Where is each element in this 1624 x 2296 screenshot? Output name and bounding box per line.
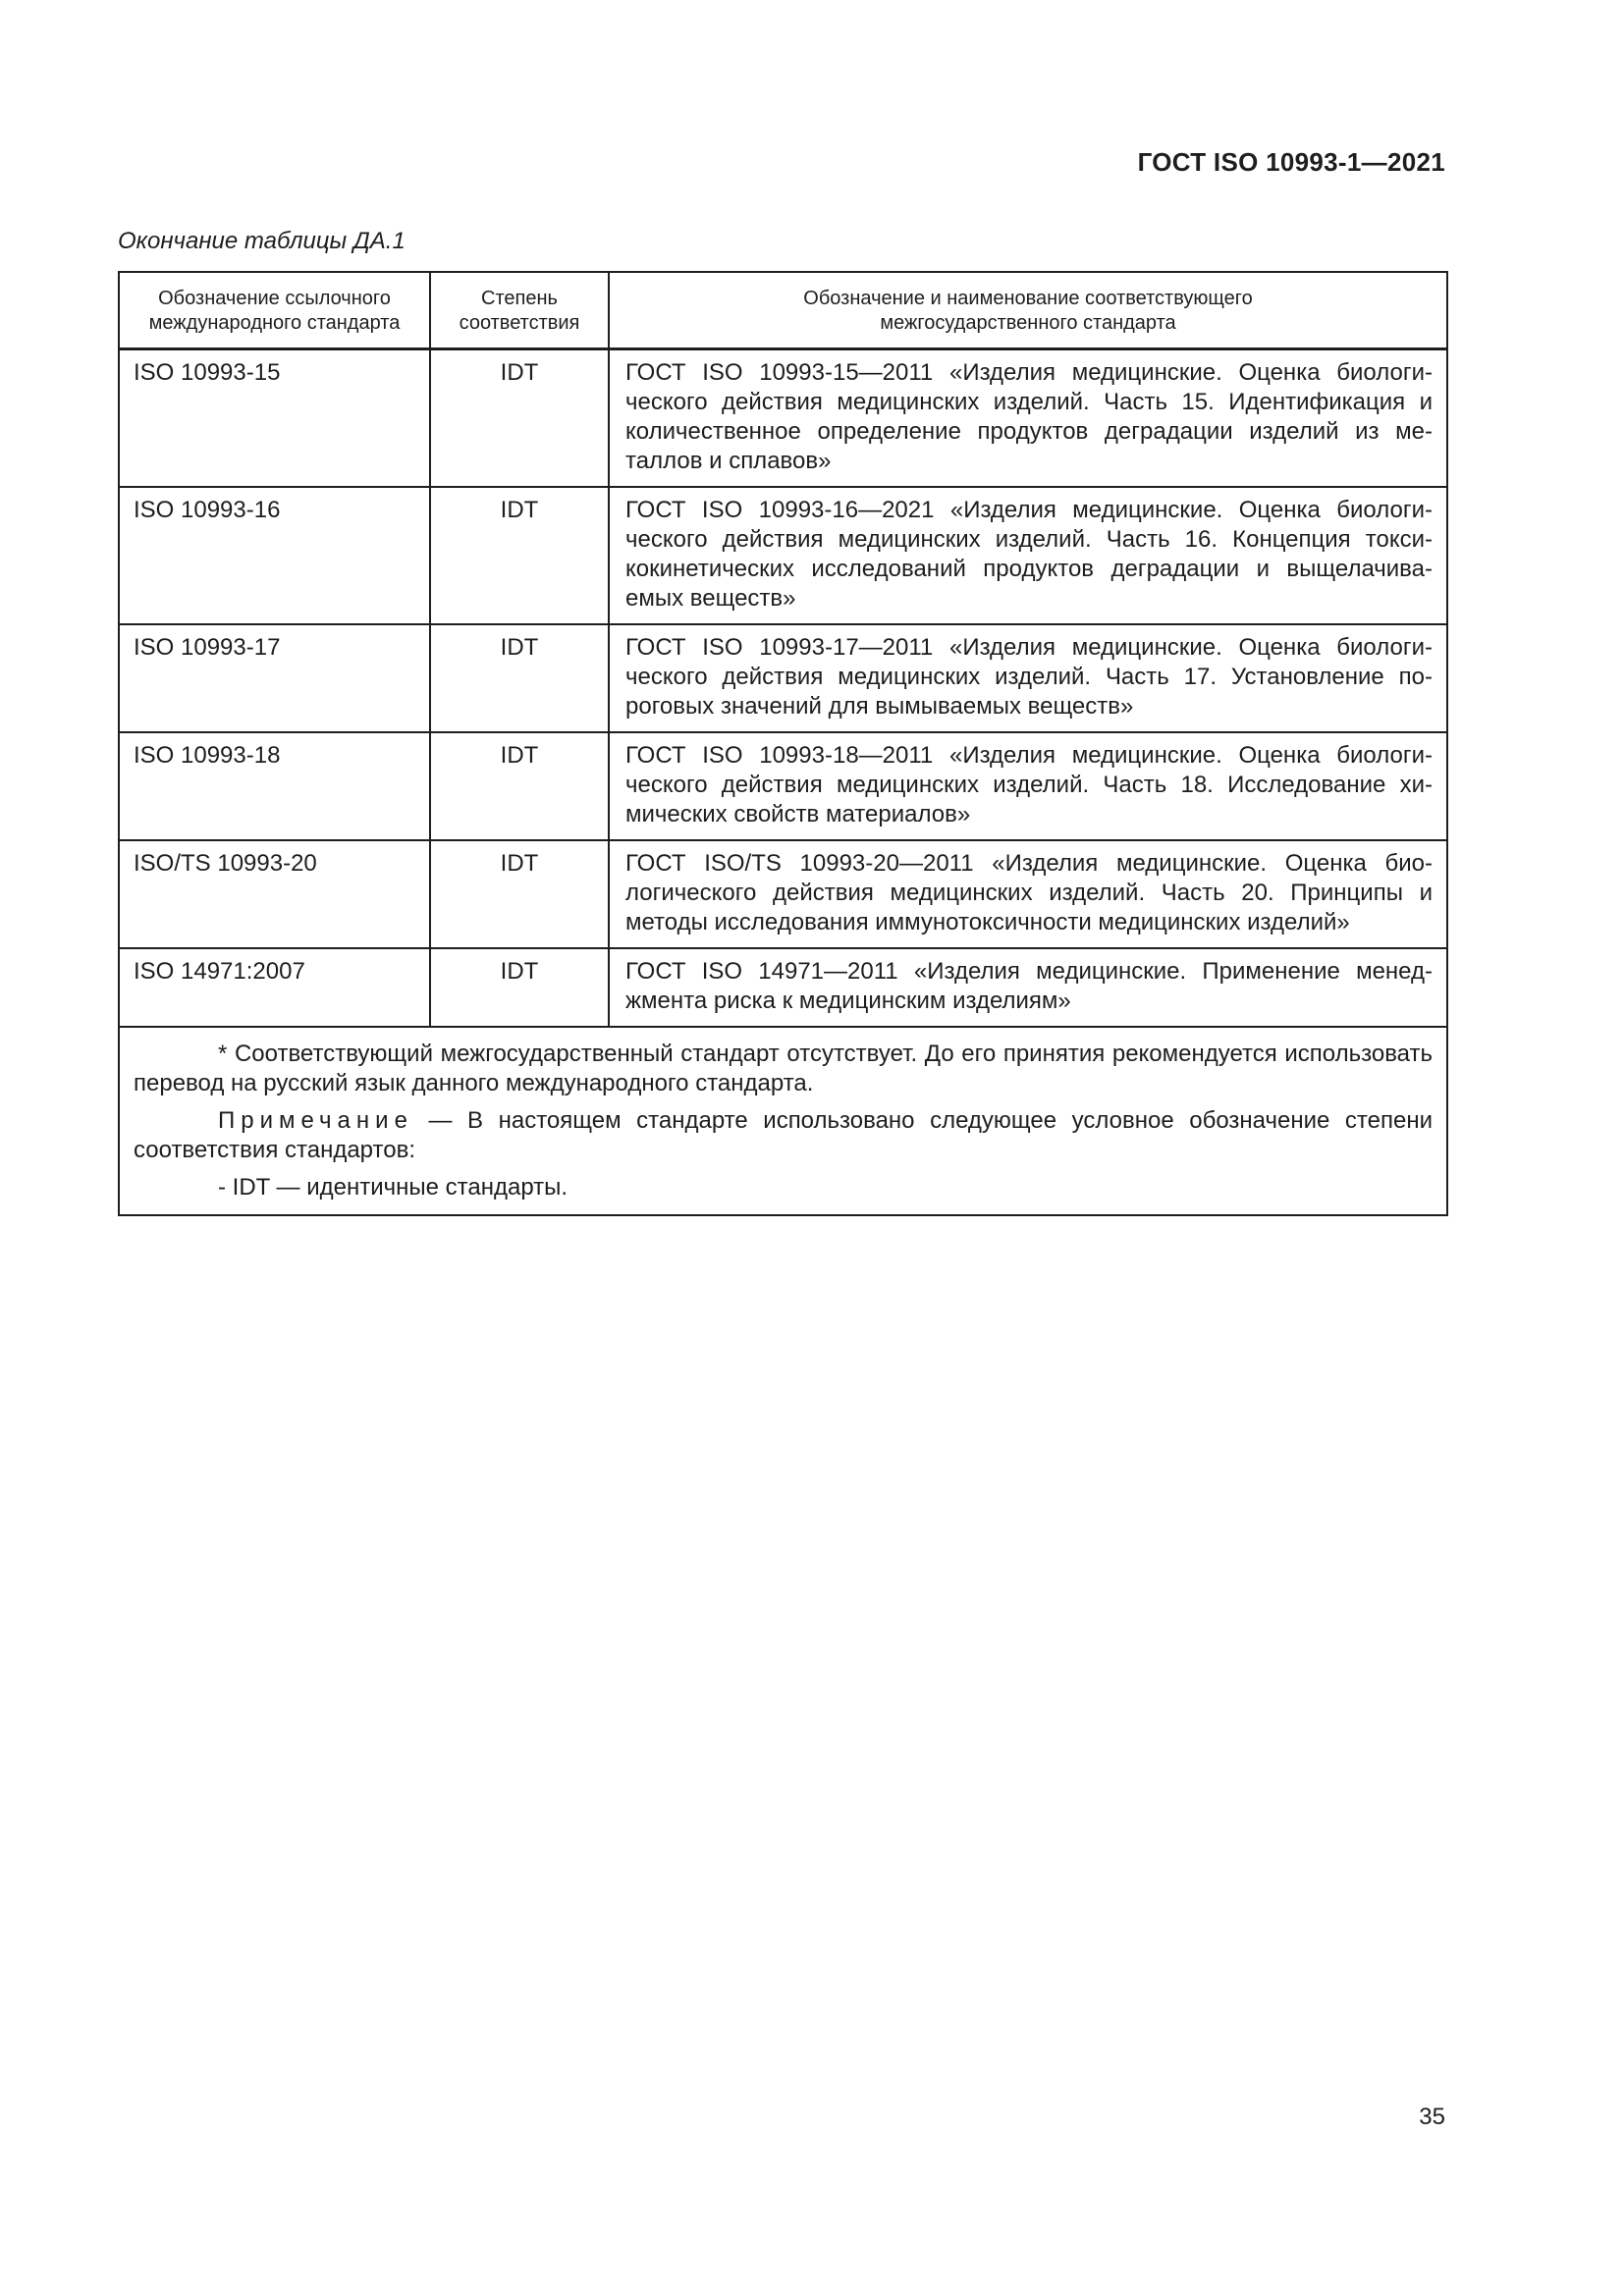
national-standard-line: ГОСТ ISO 10993-16—2021 «Изделия медицинские. Оценка биологи- — [625, 497, 1433, 523]
table-row — [119, 840, 1447, 948]
national-standard-line: методы исследования иммунотоксичности медицинских изделий» — [625, 909, 1350, 935]
table-row — [119, 349, 1447, 488]
reference-standard-cell: ISO 10993-17 — [119, 624, 430, 732]
national-standard-cell — [609, 349, 1447, 488]
national-standard-line: емых веществ» — [625, 585, 796, 612]
degree-cell: IDT — [430, 624, 609, 732]
table-caption: Окончание таблицы ДА.1 — [118, 228, 406, 254]
national-standard-cell — [609, 487, 1447, 624]
document-code: ГОСТ ISO 10993-1—2021 — [1137, 147, 1445, 177]
national-standard-line: ческого действия медицинских изделий. Часть 15. Идентификация и — [625, 389, 1433, 415]
national-standard-cell — [609, 840, 1447, 948]
national-standard-cell — [609, 624, 1447, 732]
national-standard-cell — [609, 732, 1447, 840]
national-standard-cell — [609, 948, 1447, 1027]
column-header-national: Обозначение и наименование соответствующего межгосударственного стандарта — [609, 272, 1447, 349]
national-standard-line: ческого действия медицинских изделий. Часть 18. Исследование хи- — [625, 772, 1433, 798]
correspondence-table — [118, 271, 1448, 1216]
national-standard-line: кокинетических исследований продуктов деградации и выщелачива- — [625, 556, 1433, 582]
table-row — [119, 487, 1447, 624]
table-body — [119, 349, 1447, 1028]
note-text: — В настоящем стандарте использовано следующее условное обозначение степени соответствия стандартов: — [134, 1107, 1433, 1163]
footnote-bullet: - IDT — идентичные стандарты. — [218, 1174, 568, 1201]
reference-standard-cell: ISO 14971:2007 — [119, 948, 430, 1027]
national-standard-line: ческого действия медицинских изделий. Часть 17. Установление по- — [625, 664, 1433, 690]
national-standard-line: жмента риска к медицинским изделиям» — [625, 988, 1071, 1014]
national-standard-line: ГОСТ ISO 10993-17—2011 «Изделия медицинские. Оценка биологи- — [625, 634, 1433, 661]
reference-standard-cell: ISO 10993-18 — [119, 732, 430, 840]
table-footnote-row — [119, 1027, 1447, 1215]
reference-standard-cell: ISO 10993-16 — [119, 487, 430, 624]
national-standard-line: логического действия медицинских изделий. Часть 20. Принципы и — [625, 880, 1433, 906]
page-number: 35 — [1419, 2104, 1445, 2130]
table-row — [119, 732, 1447, 840]
table-footnote — [119, 1027, 1447, 1215]
national-standard-line: мических свойств материалов» — [625, 801, 971, 828]
column-header-reference: Обозначение ссылочного международного стандарта — [119, 272, 430, 349]
national-standard-line: таллов и сплавов» — [625, 448, 832, 474]
degree-cell: IDT — [430, 840, 609, 948]
national-standard-line: ГОСТ ISO 10993-15—2011 «Изделия медицинские. Оценка биологи- — [625, 359, 1433, 386]
national-standard-line: роговых значений для вымываемых веществ» — [625, 693, 1134, 720]
degree-cell: IDT — [430, 732, 609, 840]
national-standard-line: ГОСТ ISO 14971—2011 «Изделия медицинские. Применение менед- — [625, 958, 1433, 985]
degree-cell: IDT — [430, 349, 609, 488]
table-row — [119, 624, 1447, 732]
table-header-row — [119, 272, 1447, 349]
footnote-note — [134, 1106, 1433, 1165]
table-row — [119, 948, 1447, 1027]
degree-cell: IDT — [430, 948, 609, 1027]
degree-cell: IDT — [430, 487, 609, 624]
reference-standard-cell: ISO/TS 10993-20 — [119, 840, 430, 948]
column-header-degree: Степень соответствия — [430, 272, 609, 349]
note-label: Примечание — [218, 1107, 413, 1134]
national-standard-line: ческого действия медицинских изделий. Часть 16. Концепция токси- — [625, 526, 1433, 553]
national-standard-line: ГОСТ ISO 10993-18—2011 «Изделия медицинские. Оценка биологи- — [625, 742, 1433, 769]
national-standard-line: ГОСТ ISO/TS 10993-20—2011 «Изделия медицинские. Оценка био- — [625, 850, 1433, 877]
national-standard-line: количественное определение продуктов деградации изделий из ме- — [625, 418, 1433, 445]
reference-standard-cell: ISO 10993-15 — [119, 349, 430, 488]
footnote-star: * Соответствующий межгосударственный стандарт отсутствует. До его принятия рекомендуется использовать перевод на русский язык данного международного стандарта. — [134, 1041, 1433, 1096]
